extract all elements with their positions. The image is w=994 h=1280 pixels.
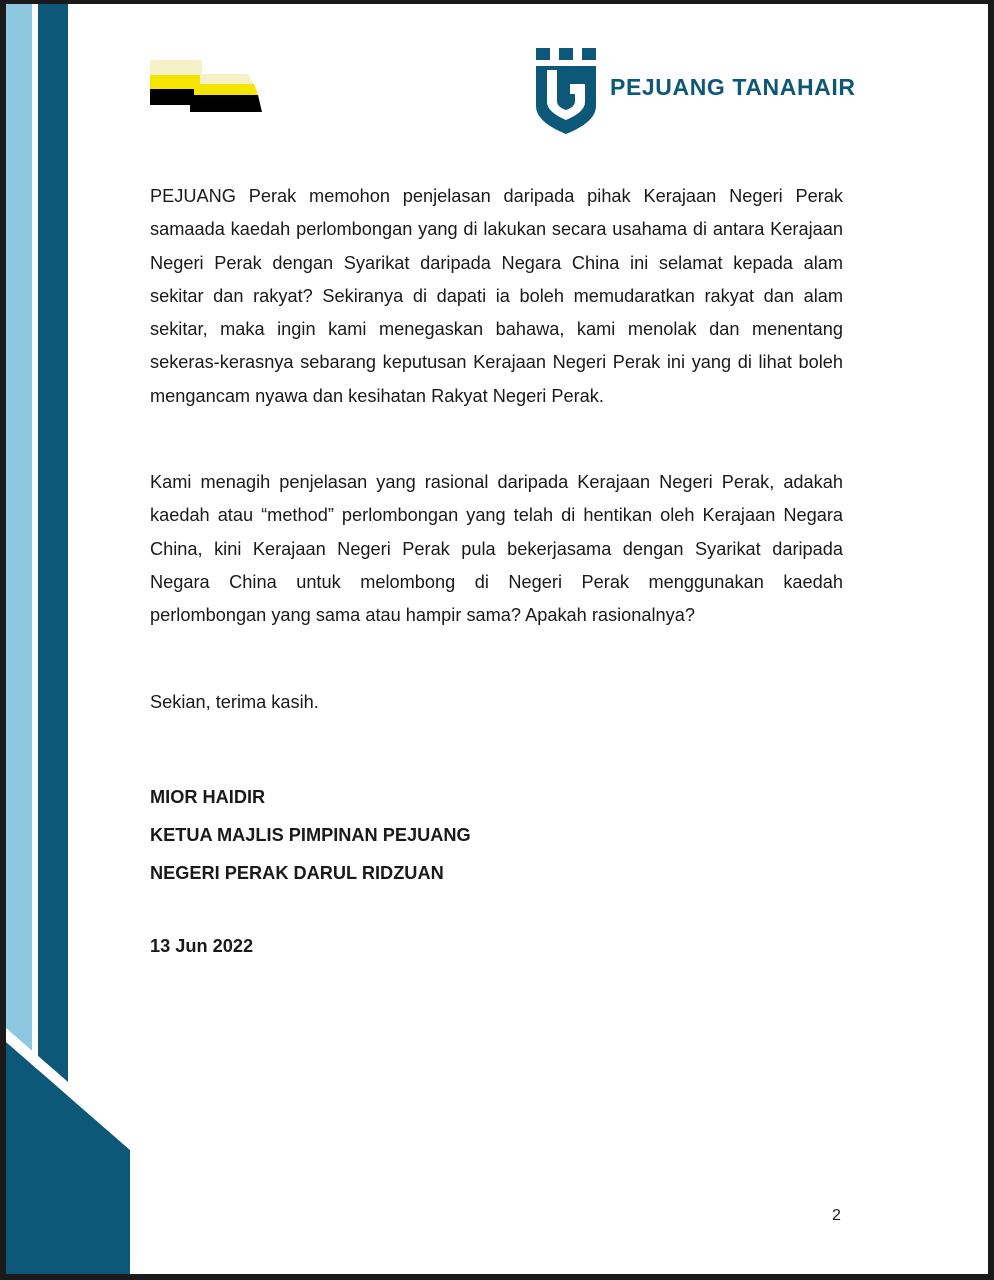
letter-page — [6, 4, 988, 1274]
letter-body — [150, 180, 843, 963]
page-number: 2 — [832, 1207, 841, 1224]
signatory-title: KETUA MAJLIS PIMPINAN PEJUANG — [150, 824, 471, 845]
closing-line: Sekian, terima kasih. — [150, 691, 319, 712]
signatory-region: NEGERI PERAK DARUL RIDZUAN — [150, 862, 444, 883]
letter-date: 13 Jun 2022 — [150, 935, 254, 956]
pejuang-emblem-icon — [534, 48, 598, 134]
corner-decoration — [6, 1014, 136, 1274]
body-paragraph: Kami menagih penjelasan yang rasional daripada Kerajaan Negeri Perak, adakah kaedah atau “method” perlombongan yang telah di hentikan oleh Kerajaan Negara China, kini Kerajaan Negeri Perak pula bekerjasama dengan Syarikat daripada Negara China untuk melombong di Negeri Perak menggunakan kaedah perlombongan yang sama atau hampir sama? Apakah rasionalnya? — [150, 472, 843, 626]
perak-flag-logo — [150, 60, 262, 114]
body-paragraph: PEJUANG Perak memohon penjelasan daripada pihak Kerajaan Negeri Perak samaada kaedah perlombongan yang di lakukan secara usahama di antara Kerajaan Negeri Perak dengan Syarikat daripada Negara China ini selamat kepada alam sekitar dan rakyat? Sekiranya di dapati ia boleh memudaratkan rakyat dan alam sekitar, maka ingin kami menegaskan bahawa, kami menolak dan menentang sekeras-kerasnya sebarang keputusan Kerajaan Negeri Perak ini yang di lihat boleh mengancam nyawa dan kesihatan Rakyat Negeri Perak. — [150, 186, 843, 406]
signatory-name: MIOR HAIDIR — [150, 786, 266, 807]
brand-logo — [534, 48, 856, 134]
organization-name: PEJUANG TANAHAIR — [610, 73, 856, 100]
